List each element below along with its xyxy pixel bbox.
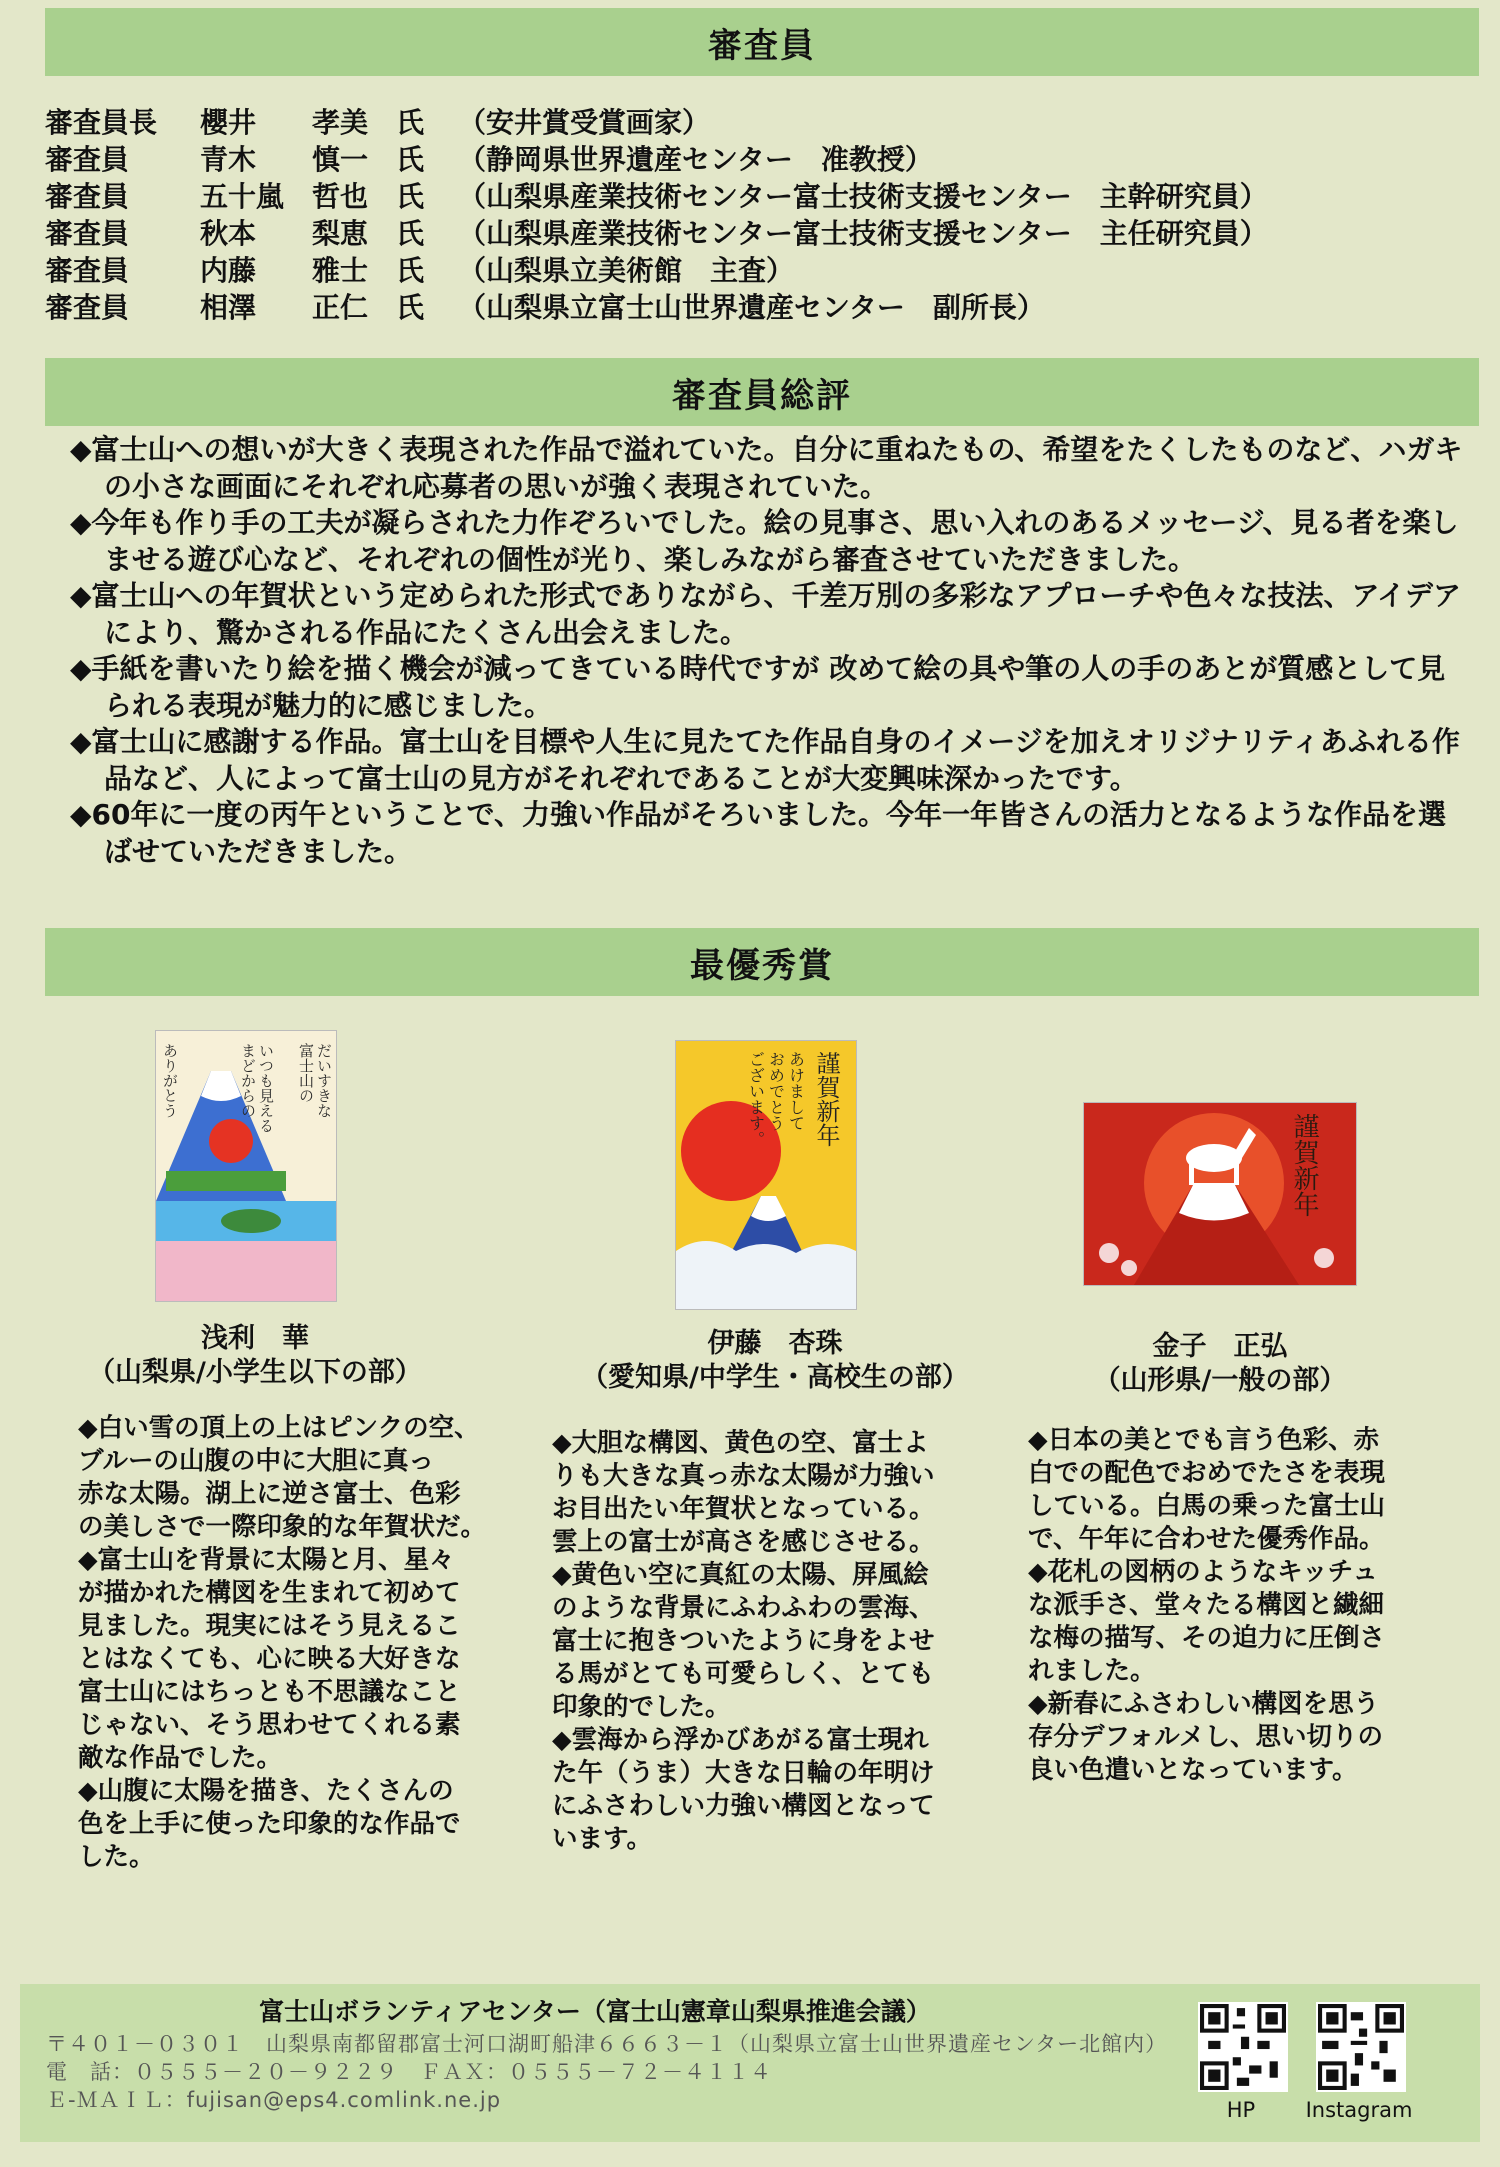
artwork-winner-3-drawing — [1084, 1103, 1356, 1285]
judge-row — [45, 215, 1465, 252]
review-paragraph: ◆60年に一度の丙午ということで、力強い作品がそろいました。今年一年皆さんの活力となるような作品を選ばせていただきました。 — [70, 798, 1446, 868]
judge-affiliation: （山梨県産業技術センター富士技術支援センター 主幹研究員） — [458, 180, 1268, 213]
card-text: あけまして — [786, 1051, 806, 1131]
artwork-winner-2 — [675, 1040, 857, 1310]
card-text: ございます。 — [746, 1051, 766, 1147]
section-header-judges: 審査員 — [45, 8, 1479, 76]
qr-instagram-label: Instagram — [1305, 2098, 1413, 2122]
judge-title: 審査員 — [45, 291, 130, 324]
judge-row — [45, 178, 1465, 215]
review-paragraph: ◆手紙を書いたり絵を描く機会が減ってきている時代ですが 改めて絵の具や筆の人の手のあとが質感として見られる表現が魅力的に感じました。 — [70, 652, 1446, 722]
qr-code-hp-icon[interactable] — [1198, 2002, 1288, 2092]
winner-name: 浅利 華 — [201, 1323, 309, 1354]
artwork-winner-1 — [155, 1030, 337, 1302]
artwork-winner-3 — [1083, 1102, 1357, 1286]
review-comments — [70, 432, 1470, 870]
winner-category: （山梨県/小学生以下の部） — [88, 1357, 422, 1388]
judge-title: 審査員 — [45, 254, 130, 287]
judge-affiliation: （山梨県立美術館 主査） — [458, 254, 795, 287]
winner-1-caption — [60, 1322, 450, 1390]
judge-title: 審査員 — [45, 180, 130, 213]
judge-name: 五十嵐 哲也 氏 — [200, 180, 425, 213]
winner-category: （山形県/一般の部） — [1093, 1365, 1347, 1396]
judge-name: 青木 慎一 氏 — [200, 143, 425, 176]
card-text: おめでとう — [766, 1051, 786, 1131]
review-paragraph: ◆富士山への年賀状という定められた形式でありながら、千差万別の多彩なアプローチや色々な技法、アイデアにより、驚かされる作品にたくさん出会えました。 — [70, 579, 1462, 649]
judges-list — [45, 104, 1465, 326]
winner-1-comment: ◆白い雪の頂上の上はピンクの空、 ブルーの山腹の中に大胆に真っ 赤な太陽。湖上に逆さ富士、色彩 の美しさで一際印象的な年賀状だ。 ◆富士山を背景に太陽と月、星々 が描かれた構図を生まれて初めて 見ました。現実にはそう見えるこ とはなくても、心に映る大好きな 富士山にはちっとも不思議なこと じゃない、そう思わせてくれる素 敵な作品でした。 ◆山腹に太陽を描き、たくさんの 色を上手に使った印象的な作品で した。 — [78, 1413, 487, 1872]
winner-3-comment: ◆日本の美とでも言う色彩、赤 白での配色でおめでたさを表現 している。白馬の乗った富士山 で、午年に合わせた優秀作品。 ◆花札の図柄のようなキッチュ な派手さ、堂々たる構図と繊細 な梅の描写、その迫力に圧倒さ れました。 ◆新春にふさわしい構図を思う 存分デフォルメし、思い切りの 良い色遣いとなっています。 — [1028, 1425, 1386, 1785]
judge-name: 櫻井 孝美 氏 — [200, 106, 425, 139]
winner-category: （愛知県/中学生・高校生の部） — [581, 1362, 969, 1393]
winner-2-caption — [560, 1327, 990, 1395]
judge-title: 審査員 — [45, 217, 130, 250]
card-text: 富士山の — [297, 1043, 315, 1103]
qr-hp-label: HP — [1226, 2098, 1256, 2122]
artwork-winner-1-drawing — [156, 1031, 336, 1301]
judge-name: 相澤 正仁 氏 — [200, 291, 425, 324]
qr-code-instagram-icon[interactable] — [1316, 2002, 1406, 2092]
footer-organization: 富士山ボランティアセンター（富士山憲章山梨県推進会議） — [259, 1997, 931, 2026]
section-header-award: 最優秀賞 — [45, 928, 1479, 996]
card-text: 謹賀新年 — [1289, 1113, 1319, 1217]
card-text: まどからの — [239, 1043, 257, 1118]
judge-row — [45, 104, 1465, 141]
review-paragraph: ◆富士山に感謝する作品。富士山を目標や人生に見たてた作品自身のイメージを加えオリジナリティあふれる作品など、人によって富士山の見方がそれぞれであることが大変興味深かったです。 — [70, 725, 1460, 795]
judge-name: 秋本 梨恵 氏 — [200, 217, 425, 250]
footer-phone: 電 話：０５５５－２０－９２２９ ＦＡＸ：０５５５－７２－４１１４ — [46, 2060, 772, 2084]
footer-address: 〒４０１－０３０１ 山梨県南都留郡富士河口湖町船津６６６３－１（山梨県立富士山世界遺産センター北館内） — [46, 2032, 1168, 2056]
winner-name: 金子 正弘 — [1152, 1331, 1288, 1362]
judge-row — [45, 141, 1465, 178]
card-text: ありがとう — [161, 1043, 179, 1118]
judge-row — [45, 252, 1465, 289]
winner-3-caption — [1030, 1330, 1410, 1398]
judge-row — [45, 289, 1465, 326]
review-paragraph: ◆富士山への想いが大きく表現された作品で溢れていた。自分に重ねたもの、希望をたくしたものなど、ハガキの小さな画面にそれぞれ応募者の思いが強く表現されていた。 — [70, 433, 1463, 503]
judge-title: 審査員長 — [45, 106, 158, 139]
judge-affiliation: （山梨県立富士山世界遺産センター 副所長） — [458, 291, 1045, 324]
card-text: だいすきな — [315, 1043, 333, 1118]
section-header-review: 審査員総評 — [45, 358, 1479, 426]
card-text: 謹賀新年 — [812, 1051, 840, 1147]
winner-name: 伊藤 杏珠 — [707, 1328, 843, 1359]
judge-name: 内藤 雅士 氏 — [200, 254, 425, 287]
judge-affiliation: （山梨県産業技術センター富士技術支援センター 主任研究員） — [458, 217, 1268, 250]
card-text: いつも見える — [257, 1043, 275, 1133]
qr-pattern — [1318, 2004, 1404, 2090]
qr-pattern — [1200, 2004, 1286, 2090]
judge-affiliation: （安井賞受賞画家） — [458, 106, 711, 139]
footer-email[interactable]: Ｅ-ＭＡＩＬ：fujisan@eps4.comlink.ne.jp — [46, 2088, 502, 2112]
winner-2-comment: ◆大胆な構図、黄色の空、富士よ りも大きな真っ赤な太陽が力強い お目出たい年賀状となっている。 雲上の富士が高さを感じさせる。 ◆黄色い空に真紅の太陽、屏風絵 のような背景にふわふわの雲海、 富士に抱きついたように身をよせ る馬がとても可愛らしく、とても 印象的でした。 ◆雲海から浮かびあがる富士現れ た午（うま）大きな日輪の年明け にふさわしい力強い構図となって います。 — [552, 1428, 935, 1854]
footer-contact — [20, 1984, 1480, 2142]
artwork-winner-2-drawing — [676, 1041, 856, 1309]
review-paragraph: ◆今年も作り手の工夫が凝らされた力作ぞろいでした。絵の見事さ、思い入れのあるメッセージ、見る者を楽しませる遊び心など、それぞれの個性が光り、楽しみながら審査させていただきました。 — [70, 506, 1459, 576]
judge-title: 審査員 — [45, 143, 130, 176]
judge-affiliation: （静岡県世界遺産センター 准教授） — [458, 143, 933, 176]
